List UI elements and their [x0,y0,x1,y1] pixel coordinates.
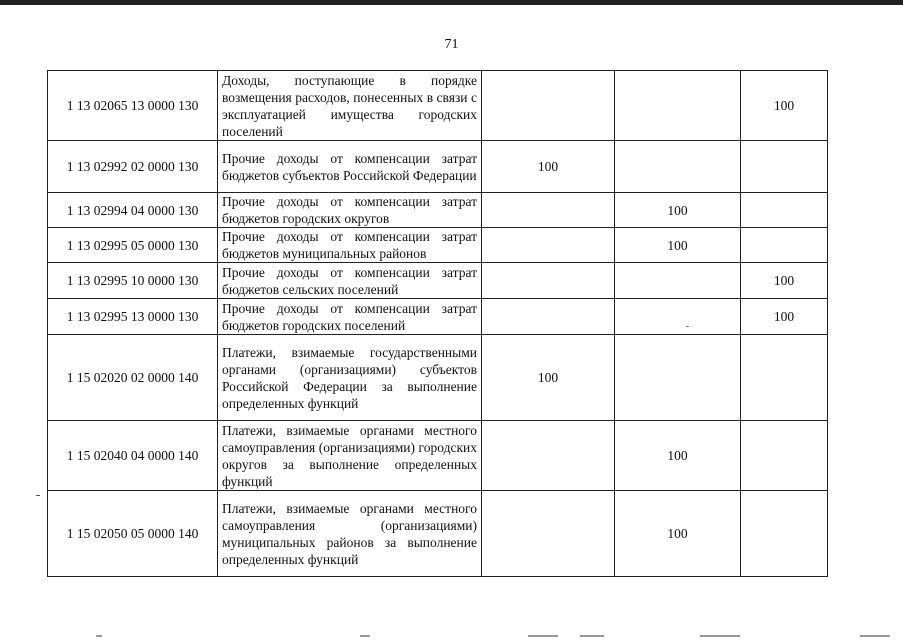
percent-cell-col3: 100 [741,263,828,299]
scan-speck [36,495,40,496]
percent-cell-col3 [741,491,828,577]
revenue-name-cell: Прочие доходы от компенсации затрат бюджетов субъектов Российской Федерации [218,141,482,193]
budget-code-cell: 1 15 02020 02 0000 140 [48,335,218,421]
budget-code-cell: 1 13 02995 13 0000 130 [48,299,218,335]
scan-bottom-edge [0,632,903,640]
table-row [48,491,828,577]
percent-cell-col2 [615,299,741,335]
percent-cell-col3 [741,421,828,491]
percent-cell-col2 [615,263,741,299]
percent-cell-col2: 100 [615,228,741,263]
scan-speck [686,326,689,327]
revenue-name-cell: Доходы, поступающие в порядке возмещения расходов, понесенных в связи с эксплуатацией имущества городских поселений [218,71,482,141]
revenue-name-cell: Платежи, взимаемые органами местного самоуправления (организациями) муниципальных районов за выполнение определенных функций [218,491,482,577]
percent-cell-col3 [741,228,828,263]
revenue-name-cell: Прочие доходы от компенсации затрат бюджетов сельских поселений [218,263,482,299]
table-row [48,335,828,421]
budget-revenue-table [47,70,828,577]
percent-cell-col3: 100 [741,71,828,141]
percent-cell-col2 [615,141,741,193]
percent-cell-col1 [482,421,615,491]
budget-code-cell: 1 15 02050 05 0000 140 [48,491,218,577]
percent-cell-col2 [615,71,741,141]
percent-cell-col3 [741,141,828,193]
budget-code-cell: 1 15 02040 04 0000 140 [48,421,218,491]
percent-cell-col2: 100 [615,193,741,228]
percent-cell-col1 [482,193,615,228]
percent-cell-col1 [482,491,615,577]
table-row [48,228,828,263]
budget-code-cell: 1 13 02995 10 0000 130 [48,263,218,299]
scan-top-edge [0,0,903,5]
percent-cell-col3 [741,335,828,421]
table-row [48,421,828,491]
budget-code-cell: 1 13 02994 04 0000 130 [48,193,218,228]
budget-code-cell: 1 13 02065 13 0000 130 [48,71,218,141]
percent-cell-col1 [482,299,615,335]
table-row [48,71,828,141]
percent-cell-col1: 100 [482,335,615,421]
budget-code-cell: 1 13 02992 02 0000 130 [48,141,218,193]
revenue-name-cell: Прочие доходы от компенсации затрат бюджетов городских поселений [218,299,482,335]
percent-cell-col3: 100 [741,299,828,335]
revenue-name-cell: Платежи, взимаемые органами местного самоуправления (организациями) городских округов за выполнение определенных функций [218,421,482,491]
revenue-name-cell: Прочие доходы от компенсации затрат бюджетов муниципальных районов [218,228,482,263]
percent-cell-col1 [482,228,615,263]
percent-cell-col1 [482,71,615,141]
budget-code-cell: 1 13 02995 05 0000 130 [48,228,218,263]
table-row [48,299,828,335]
percent-cell-col2: 100 [615,421,741,491]
percent-cell-col1: 100 [482,141,615,193]
percent-cell-col3 [741,193,828,228]
table-row [48,263,828,299]
percent-cell-col2 [615,335,741,421]
page-number: 71 [444,37,459,52]
table-row [48,193,828,228]
table-row [48,141,828,193]
revenue-name-cell: Платежи, взимаемые государственными органами (организациями) субъектов Российской Федерации за выполнение определенных функций [218,335,482,421]
percent-cell-col2: 100 [615,491,741,577]
revenue-name-cell: Прочие доходы от компенсации затрат бюджетов городских округов [218,193,482,228]
percent-cell-col1 [482,263,615,299]
